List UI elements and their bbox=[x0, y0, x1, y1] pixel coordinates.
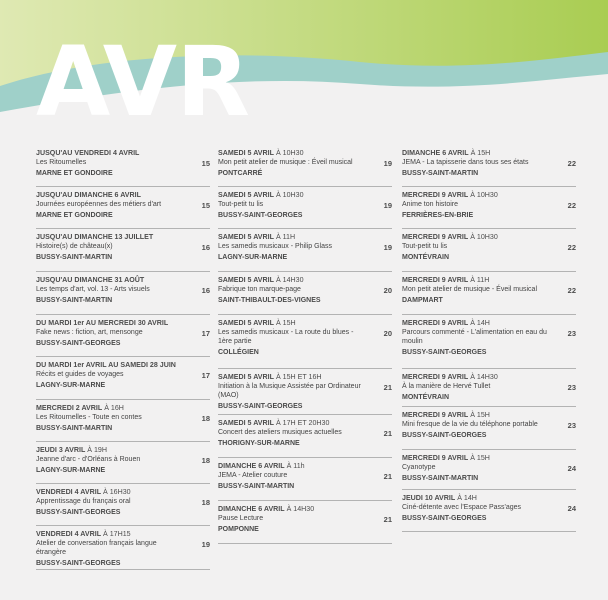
event-location: MONTÉVRAIN bbox=[402, 393, 450, 401]
event-date-text: SAMEDI 5 AVRIL bbox=[218, 419, 274, 427]
event-entry bbox=[36, 487, 210, 526]
event-time: À 14H30 bbox=[468, 373, 498, 381]
event-date-text: MERCREDI 9 AVRIL bbox=[402, 373, 469, 381]
event-date bbox=[402, 410, 576, 420]
event-date-text: JUSQU'AU VENDREDI 4 AVRIL bbox=[36, 149, 140, 157]
event-entry bbox=[36, 190, 210, 229]
event-location: BUSSY-SAINT-MARTIN bbox=[402, 169, 479, 177]
event-entry bbox=[36, 360, 210, 400]
event-title: Fabrique ton marque-page bbox=[218, 286, 301, 293]
event-title-row bbox=[402, 159, 576, 168]
event-date bbox=[402, 232, 576, 242]
event-time: À 15H bbox=[468, 149, 491, 157]
event-entry bbox=[36, 275, 210, 315]
event-location: MARNE ET GONDOIRE bbox=[36, 169, 113, 177]
event-title-row bbox=[36, 243, 210, 252]
event-date-text: SAMEDI 5 AVRIL bbox=[218, 191, 274, 199]
event-date bbox=[402, 372, 576, 382]
event-entry bbox=[218, 504, 392, 544]
event-date-text: SAMEDI 5 AVRIL bbox=[218, 276, 274, 284]
event-time: À 10H30 bbox=[273, 149, 304, 157]
event-date bbox=[218, 418, 392, 428]
event-date-text: JUSQU'AU DIMANCHE 31 AOÛT bbox=[36, 276, 145, 284]
event-title: Anime ton histoire bbox=[402, 201, 459, 208]
event-title-row bbox=[402, 383, 576, 392]
event-entry bbox=[218, 275, 392, 315]
event-entry bbox=[218, 232, 392, 272]
event-date-text: SAMEDI 5 AVRIL bbox=[218, 373, 274, 381]
event-location: POMPONNE bbox=[218, 525, 259, 533]
event-time: À 15H bbox=[273, 319, 296, 327]
event-date bbox=[36, 318, 210, 328]
event-title: Les samedis musicaux - La route du blues - 1ère partie bbox=[218, 329, 354, 345]
event-title-row bbox=[36, 540, 210, 558]
event-time: À 15H ET 16H bbox=[273, 373, 322, 381]
event-page-number: 21 bbox=[383, 383, 392, 392]
event-title: Jeanne d'arc - d'Orléans à Rouen bbox=[36, 456, 141, 463]
event-page-number: 23 bbox=[567, 329, 576, 338]
event-date bbox=[36, 445, 210, 455]
event-date bbox=[402, 493, 576, 503]
event-title-row bbox=[36, 371, 210, 380]
event-entry bbox=[218, 372, 392, 415]
event-location: BUSSY-SAINT-GEORGES bbox=[36, 339, 121, 347]
event-title-row bbox=[36, 456, 210, 465]
event-entry bbox=[36, 529, 210, 570]
event-title: Mon petit atelier de musique : Éveil musical bbox=[218, 159, 353, 166]
event-entry bbox=[218, 190, 392, 229]
event-page-number: 21 bbox=[383, 472, 392, 481]
event-date-text: DU MARDI 1er AU MERCREDI 30 AVRIL bbox=[36, 319, 169, 327]
event-date-text: MERCREDI 9 AVRIL bbox=[402, 276, 469, 284]
event-date bbox=[218, 504, 392, 514]
event-page-number: 19 bbox=[383, 201, 392, 210]
event-location: FERRIÈRES-EN-BRIE bbox=[402, 211, 474, 219]
event-date-text: JUSQU'AU DIMANCHE 13 JUILLET bbox=[36, 233, 154, 241]
event-location: MONTÉVRAIN bbox=[402, 253, 450, 261]
event-page-number: 22 bbox=[567, 286, 576, 295]
event-page-number: 23 bbox=[567, 383, 576, 392]
event-date bbox=[36, 360, 210, 370]
event-date-text: VENDREDI 4 AVRIL bbox=[36, 530, 102, 538]
event-location: PONTCARRÉ bbox=[218, 169, 263, 177]
event-title: Initiation à la Musique Assistée par Ordinateur (MAO) bbox=[218, 383, 361, 399]
event-title: Mon petit atelier de musique - Éveil musical bbox=[402, 286, 538, 293]
event-title-row bbox=[218, 429, 392, 438]
event-title-row bbox=[402, 286, 576, 295]
event-location: BUSSY-SAINT-MARTIN bbox=[36, 296, 113, 304]
event-title: Journées européennes des métiers d'art bbox=[36, 201, 162, 208]
event-date-text: VENDREDI 4 AVRIL bbox=[36, 488, 102, 496]
event-date bbox=[36, 403, 210, 413]
event-title-row bbox=[402, 329, 576, 347]
event-title: Cyanotype bbox=[402, 464, 436, 471]
event-date bbox=[218, 275, 392, 285]
event-title-row bbox=[36, 159, 210, 168]
event-entry bbox=[402, 318, 576, 369]
event-time: À 11H bbox=[468, 276, 490, 284]
event-title-row bbox=[218, 286, 392, 295]
event-page-number: 16 bbox=[201, 243, 210, 252]
event-title: Tout-petit tu lis bbox=[218, 201, 264, 208]
month-title: AVR bbox=[36, 26, 249, 138]
event-date-text: MERCREDI 2 AVRIL bbox=[36, 404, 103, 412]
event-time: À 14H30 bbox=[273, 276, 304, 284]
event-page-number: 22 bbox=[567, 243, 576, 252]
event-title-row bbox=[402, 421, 576, 430]
event-location: BUSSY-SAINT-MARTIN bbox=[36, 424, 113, 432]
event-date-text: DIMANCHE 6 AVRIL bbox=[218, 462, 285, 470]
event-time: À 10H30 bbox=[273, 191, 304, 199]
event-date-text: SAMEDI 5 AVRIL bbox=[218, 233, 274, 241]
event-date bbox=[402, 275, 576, 285]
event-page-number: 16 bbox=[201, 286, 210, 295]
event-time: À 16H30 bbox=[101, 488, 131, 496]
event-location: BUSSY-SAINT-GEORGES bbox=[218, 211, 303, 219]
event-entry bbox=[402, 493, 576, 532]
event-page-number: 15 bbox=[201, 201, 210, 210]
event-title-row bbox=[218, 472, 392, 481]
event-time: À 19H bbox=[85, 446, 107, 454]
event-title: Pause Lecture bbox=[218, 515, 264, 522]
event-title: Tout-petit tu lis bbox=[402, 243, 448, 250]
event-entry bbox=[402, 453, 576, 490]
event-entry bbox=[36, 148, 210, 187]
event-location: THORIGNY-SUR-MARNE bbox=[218, 439, 300, 447]
event-title: À la manière de Hervé Tullet bbox=[402, 383, 491, 390]
event-page-number: 23 bbox=[567, 421, 576, 430]
event-time: À 17H15 bbox=[101, 530, 131, 538]
event-location: LAGNY-SUR-MARNE bbox=[218, 253, 288, 261]
event-date-text: JEUDI 10 AVRIL bbox=[402, 494, 456, 502]
event-location: BUSSY-SAINT-GEORGES bbox=[36, 508, 121, 516]
event-location: SAINT-THIBAULT-DES-VIGNES bbox=[218, 296, 321, 304]
event-title-row bbox=[36, 498, 210, 507]
event-title-row bbox=[218, 329, 392, 347]
event-title-row bbox=[218, 201, 392, 210]
event-time: À 15H bbox=[468, 411, 490, 419]
event-time: À 14H bbox=[468, 319, 490, 327]
event-location: LAGNY-SUR-MARNE bbox=[36, 466, 106, 474]
event-title: Ciné-détente avec l'Espace Pass'ages bbox=[402, 504, 522, 511]
event-entry bbox=[218, 461, 392, 501]
event-title-row bbox=[402, 243, 576, 252]
event-time: À 11H bbox=[273, 233, 296, 241]
event-entry bbox=[218, 418, 392, 458]
event-date-text: MERCREDI 9 AVRIL bbox=[402, 319, 469, 327]
event-time: À 10H30 bbox=[468, 191, 498, 199]
event-title: JEMA - Atelier couture bbox=[218, 472, 288, 479]
event-entry bbox=[36, 232, 210, 272]
event-title: Atelier de conversation français langue étrangère bbox=[36, 540, 157, 556]
event-time: À 14H30 bbox=[284, 505, 315, 513]
event-date bbox=[36, 529, 210, 539]
event-title-row bbox=[36, 414, 210, 423]
event-location: BUSSY-SAINT-GEORGES bbox=[402, 431, 487, 439]
event-location: BUSSY-SAINT-GEORGES bbox=[218, 402, 303, 410]
event-title-row bbox=[218, 515, 392, 524]
event-time: À 11h bbox=[284, 462, 305, 470]
event-location: MARNE ET GONDOIRE bbox=[36, 211, 113, 219]
event-date-text: JEUDI 3 AVRIL bbox=[36, 446, 86, 454]
event-location: BUSSY-SAINT-MARTIN bbox=[402, 474, 479, 482]
event-date bbox=[36, 232, 210, 242]
event-location: BUSSY-SAINT-GEORGES bbox=[402, 514, 487, 522]
event-location: BUSSY-SAINT-MARTIN bbox=[218, 482, 295, 490]
event-location: LAGNY-SUR-MARNE bbox=[36, 381, 106, 389]
event-page-number: 21 bbox=[383, 429, 392, 438]
event-date-text: DU MARDI 1er AVRIL AU SAMEDI 28 JUIN bbox=[36, 361, 176, 369]
event-title-row bbox=[402, 464, 576, 473]
event-entry bbox=[402, 275, 576, 315]
event-page-number: 17 bbox=[201, 371, 210, 380]
event-location: BUSSY-SAINT-GEORGES bbox=[36, 559, 121, 567]
event-entry bbox=[402, 148, 576, 187]
event-date bbox=[218, 232, 392, 242]
event-location: COLLÉGIEN bbox=[218, 348, 259, 356]
event-date-text: MERCREDI 9 AVRIL bbox=[402, 233, 469, 241]
event-page-number: 24 bbox=[567, 464, 576, 473]
event-page-number: 22 bbox=[567, 201, 576, 210]
event-date-text: SAMEDI 5 AVRIL bbox=[218, 149, 274, 157]
event-time: À 16H bbox=[102, 404, 124, 412]
event-title-row bbox=[218, 243, 392, 252]
event-time: À 14H bbox=[455, 494, 477, 502]
event-page-number: 18 bbox=[201, 414, 210, 423]
event-date bbox=[218, 190, 392, 200]
event-entry bbox=[36, 403, 210, 442]
event-date bbox=[218, 318, 392, 328]
event-title-row bbox=[36, 329, 210, 338]
event-entry bbox=[218, 148, 392, 187]
event-page-number: 19 bbox=[383, 243, 392, 252]
event-entry bbox=[36, 318, 210, 357]
event-title: Récits et guides de voyages bbox=[36, 371, 124, 378]
event-page-number: 19 bbox=[201, 540, 210, 549]
event-date bbox=[36, 487, 210, 497]
event-time: À 17H ET 20H30 bbox=[273, 419, 330, 427]
event-entry bbox=[402, 372, 576, 407]
event-page-number: 20 bbox=[383, 329, 392, 338]
event-date-text: DIMANCHE 6 AVRIL bbox=[402, 149, 469, 157]
event-date bbox=[218, 372, 392, 382]
event-page-number: 21 bbox=[383, 515, 392, 524]
event-page-number: 20 bbox=[383, 286, 392, 295]
event-title: Apprentissage du français oral bbox=[36, 498, 131, 505]
event-date bbox=[218, 148, 392, 158]
header-banner bbox=[0, 0, 608, 150]
event-date bbox=[36, 148, 210, 158]
event-date bbox=[402, 148, 576, 158]
event-date bbox=[218, 461, 392, 471]
event-title: Mini fresque de la vie du téléphone portable bbox=[402, 421, 538, 428]
event-title: Les temps d'art, vol. 13 - Arts visuels bbox=[36, 286, 150, 293]
event-page-number: 19 bbox=[383, 159, 392, 168]
event-date bbox=[402, 318, 576, 328]
event-title: Histoire(s) de château(x) bbox=[36, 243, 113, 250]
event-location: DAMPMART bbox=[402, 296, 443, 304]
event-title: Parcours commenté - L'alimentation en eau du moulin bbox=[402, 329, 547, 345]
events-listing bbox=[0, 148, 608, 600]
event-title-row bbox=[36, 286, 210, 295]
event-date-text: DIMANCHE 6 AVRIL bbox=[218, 505, 285, 513]
event-entry bbox=[402, 410, 576, 450]
event-date-text: MERCREDI 9 AVRIL bbox=[402, 454, 469, 462]
event-title-row bbox=[218, 383, 392, 401]
event-page-number: 24 bbox=[567, 504, 576, 513]
event-entry bbox=[402, 232, 576, 272]
event-page-number: 18 bbox=[201, 456, 210, 465]
event-date bbox=[402, 190, 576, 200]
event-time: À 15H bbox=[468, 454, 490, 462]
event-title: Les Ritournelles bbox=[36, 159, 87, 166]
event-title-row bbox=[36, 201, 210, 210]
event-title: Les samedis musicaux - Philip Glass bbox=[218, 243, 332, 250]
event-title: JEMA - La tapisserie dans tous ses états bbox=[402, 159, 529, 166]
event-page-number: 15 bbox=[201, 159, 210, 168]
event-title-row bbox=[402, 504, 576, 513]
event-date-text: MERCREDI 9 AVRIL bbox=[402, 191, 469, 199]
event-date bbox=[36, 275, 210, 285]
event-page-number: 22 bbox=[567, 159, 576, 168]
event-entry bbox=[402, 190, 576, 229]
event-date-text: JUSQU'AU DIMANCHE 6 AVRIL bbox=[36, 191, 141, 199]
event-date-text: MERCREDI 9 AVRIL bbox=[402, 411, 469, 419]
event-entry bbox=[36, 445, 210, 484]
event-title-row bbox=[402, 201, 576, 210]
event-location: BUSSY-SAINT-GEORGES bbox=[402, 348, 487, 356]
event-title: Concert des ateliers musiques actuelles bbox=[218, 429, 342, 436]
event-date bbox=[36, 190, 210, 200]
event-time: À 10H30 bbox=[468, 233, 498, 241]
event-title-row bbox=[218, 159, 392, 168]
event-title: Les Ritournelles - Toute en contes bbox=[36, 414, 142, 421]
event-location: BUSSY-SAINT-MARTIN bbox=[36, 253, 113, 261]
event-page-number: 17 bbox=[201, 329, 210, 338]
event-date-text: SAMEDI 5 AVRIL bbox=[218, 319, 274, 327]
event-page-number: 18 bbox=[201, 498, 210, 507]
event-title: Fake news : fiction, art, mensonge bbox=[36, 329, 143, 336]
event-entry bbox=[218, 318, 392, 369]
event-date bbox=[402, 453, 576, 463]
